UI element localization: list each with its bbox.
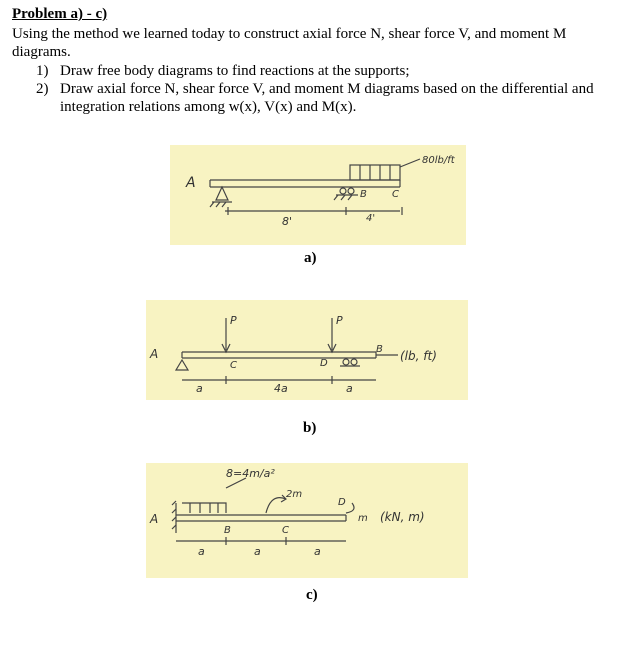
label-c: C xyxy=(282,525,289,536)
list-item xyxy=(36,62,626,80)
label-c: C xyxy=(230,360,237,371)
label-a: A xyxy=(150,512,159,526)
span-label: a xyxy=(198,545,205,558)
load-label: P xyxy=(230,314,237,327)
span-label: a xyxy=(254,545,261,558)
label-d: D xyxy=(320,358,328,369)
figure-caption: a) xyxy=(304,250,317,266)
moment-label: m xyxy=(358,513,368,524)
distributed-load-label: 8=4m/a² xyxy=(226,467,275,480)
figure-a-panel xyxy=(170,145,466,245)
figure-caption: b) xyxy=(303,420,317,436)
label-a: A xyxy=(150,347,159,361)
figure-a-sketch xyxy=(170,145,466,245)
load-label: P xyxy=(336,314,343,327)
span-label: 4' xyxy=(366,213,376,224)
figure-c-sketch xyxy=(146,463,468,578)
units-label: (kN, m) xyxy=(380,510,425,524)
step-text: Draw axial force N, shear force V, and moment M diagrams based on the differential and integration relations among w(x), V(x) and M(x). xyxy=(60,81,594,115)
label-b: B xyxy=(224,525,231,536)
figure-c-panel xyxy=(146,463,468,578)
moment-label: 2m xyxy=(286,489,303,500)
label-a: A xyxy=(186,175,196,191)
span-label: a xyxy=(314,545,321,558)
label-b: B xyxy=(376,344,383,355)
problem-title: Problem a) - c) xyxy=(12,6,108,22)
units-label: (lb, ft) xyxy=(400,349,437,363)
span-label: a xyxy=(196,382,203,395)
span-label: a xyxy=(346,382,353,395)
distributed-load-label: 80lb/ft xyxy=(422,155,455,166)
step-text: Draw free body diagrams to find reactions at the supports; xyxy=(60,63,410,79)
figure-b-panel xyxy=(146,300,468,400)
problem-intro: Using the method we learned today to construct axial force N, shear force V, and moment M diagrams. xyxy=(12,26,567,60)
span-label: 4a xyxy=(274,382,288,395)
list-item xyxy=(36,80,626,116)
label-c: C xyxy=(392,189,399,200)
step-number: 1) xyxy=(36,63,49,79)
span-label: 8' xyxy=(282,215,293,228)
step-number: 2) xyxy=(36,81,49,97)
figure-caption: c) xyxy=(306,587,318,603)
label-d: D xyxy=(338,497,346,508)
label-b: B xyxy=(360,189,367,200)
figure-b-sketch xyxy=(146,300,468,400)
steps-list xyxy=(36,62,626,116)
